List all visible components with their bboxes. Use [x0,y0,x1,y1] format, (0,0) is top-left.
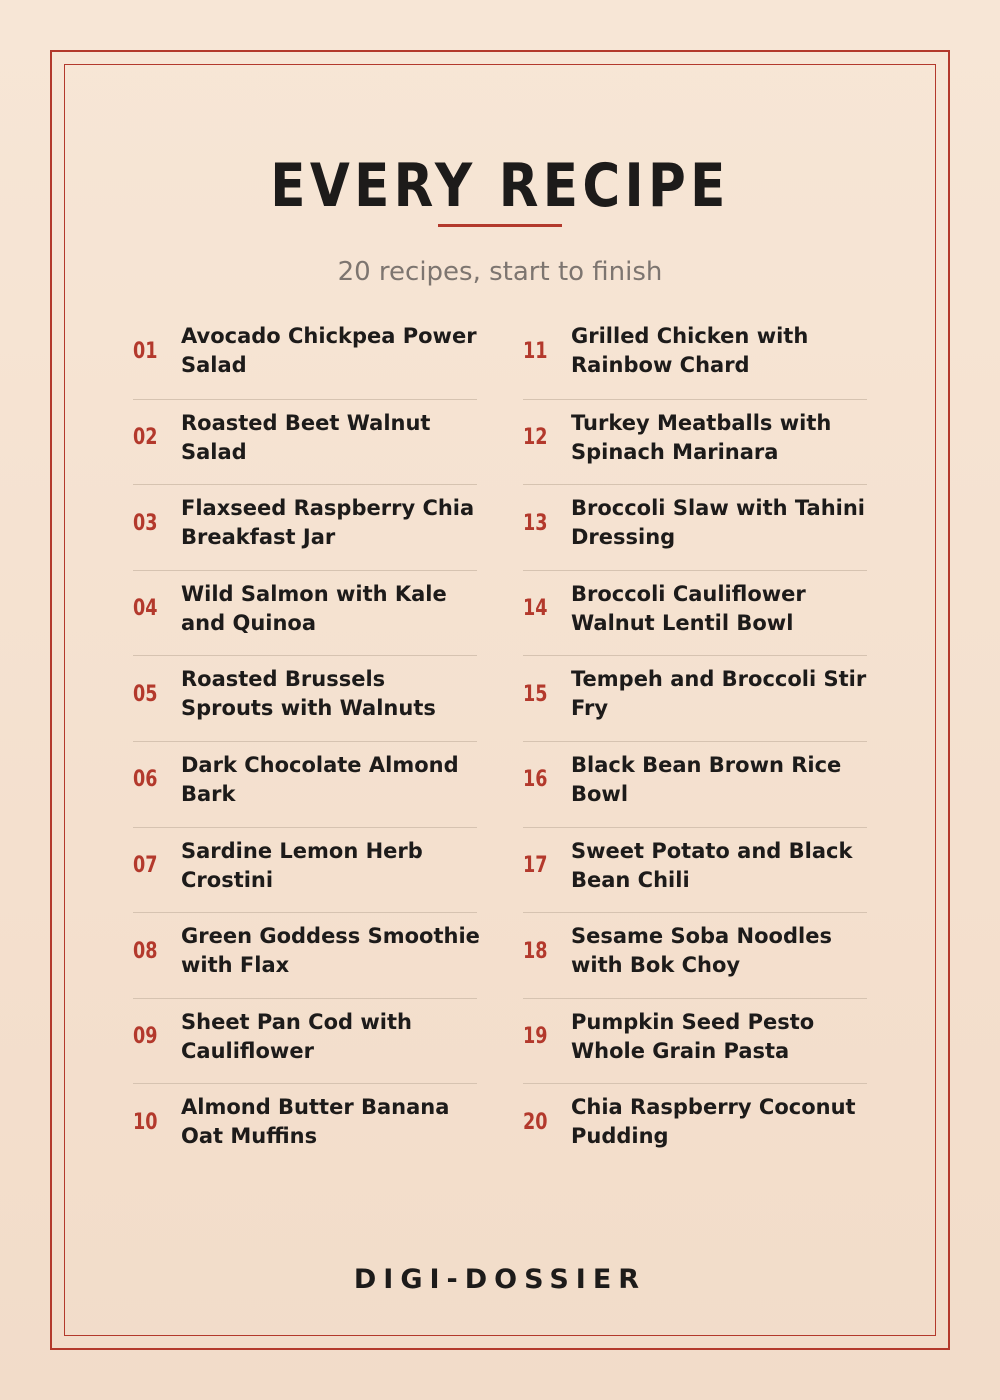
recipe-name: Grilled Chicken with Rainbow Chard [571,324,809,377]
recipe-name: Roasted Beet Walnut Salad [181,410,431,464]
recipe-number: 10 [133,1109,158,1135]
recipe-number: 18 [523,938,548,964]
recipe-number: 16 [523,767,548,793]
recipe-item [133,827,477,913]
recipe-number: 11 [523,338,548,364]
recipe-number: 02 [133,425,158,451]
recipe-item [523,1083,867,1169]
recipe-number: 07 [133,853,158,879]
recipe-name: Broccoli Cauliflower Walnut Lentil Bowl [571,581,806,635]
recipe-item [523,484,867,570]
recipe-item [523,912,867,998]
recipe-item [523,399,867,485]
recipe-name: Sardine Lemon Herb Crostini [181,838,423,892]
recipe-number: 05 [133,681,158,707]
recipe-list-right [523,313,867,1169]
recipe-item [523,570,867,656]
recipe-number: 06 [133,767,158,793]
recipe-name: Sweet Potato and Black Bean Chili [571,838,853,892]
recipe-name: Roasted Brussels Sprouts with Walnuts [181,667,436,721]
recipe-number: 13 [523,510,548,536]
recipe-number: 17 [523,853,548,879]
recipe-number: 04 [133,596,158,622]
recipe-number: 12 [523,425,548,451]
recipe-number: 01 [133,338,158,364]
recipe-name: Tempeh and Broccoli Stir Fry [571,667,867,721]
recipe-item [523,655,867,741]
recipe-item [133,570,477,656]
recipe-item [133,655,477,741]
recipe-item [133,1083,477,1169]
recipe-number: 19 [523,1024,548,1050]
page-title: EVERY RECIPE [270,151,730,221]
recipe-list-left [133,313,480,1169]
recipe-item [523,998,867,1084]
recipe-name: Dark Chocolate Almond Bark [181,752,459,806]
brand-name: DIGI-DOSSIER [353,1264,647,1295]
recipe-name: Broccoli Slaw with Tahini Dressing [571,496,866,550]
recipe-item [133,399,477,485]
recipe-item [523,741,867,827]
recipe-name: Flaxseed Raspberry Chia Breakfast Jar [181,496,475,550]
recipe-name: Almond Butter Banana Oat Muffins [181,1095,450,1149]
recipe-number: 20 [523,1109,548,1135]
recipe-item [133,998,477,1084]
recipe-number: 15 [523,681,548,707]
recipe-name: Black Bean Brown Rice Bowl [571,752,842,806]
recipe-item [133,741,477,827]
recipe-number: 09 [133,1024,158,1050]
title-underline [438,224,562,227]
recipe-number: 14 [523,596,548,622]
recipe-name: Green Goddess Smoothie with Flax [181,924,480,978]
recipe-item [133,313,477,399]
recipe-name: Chia Raspberry Coconut Pudding [571,1095,856,1149]
recipe-item [133,484,477,570]
recipe-name: Pumpkin Seed Pesto Whole Grain Pasta [571,1009,815,1063]
recipe-name: Wild Salmon with Kale and Quinoa [181,581,447,635]
recipe-name: Turkey Meatballs with Spinach Marinara [571,410,832,464]
page-subtitle: 20 recipes, start to finish [337,257,663,287]
recipe-number: 08 [133,938,158,964]
recipe-name: Sheet Pan Cod with Cauliflower [181,1009,412,1063]
recipe-item [523,827,867,913]
recipe-number: 03 [133,510,158,536]
recipe-item [133,912,480,998]
recipe-name: Avocado Chickpea Power Salad [181,324,477,377]
recipe-name: Sesame Soba Noodles with Bok Choy [571,924,832,978]
recipe-item [523,313,867,399]
